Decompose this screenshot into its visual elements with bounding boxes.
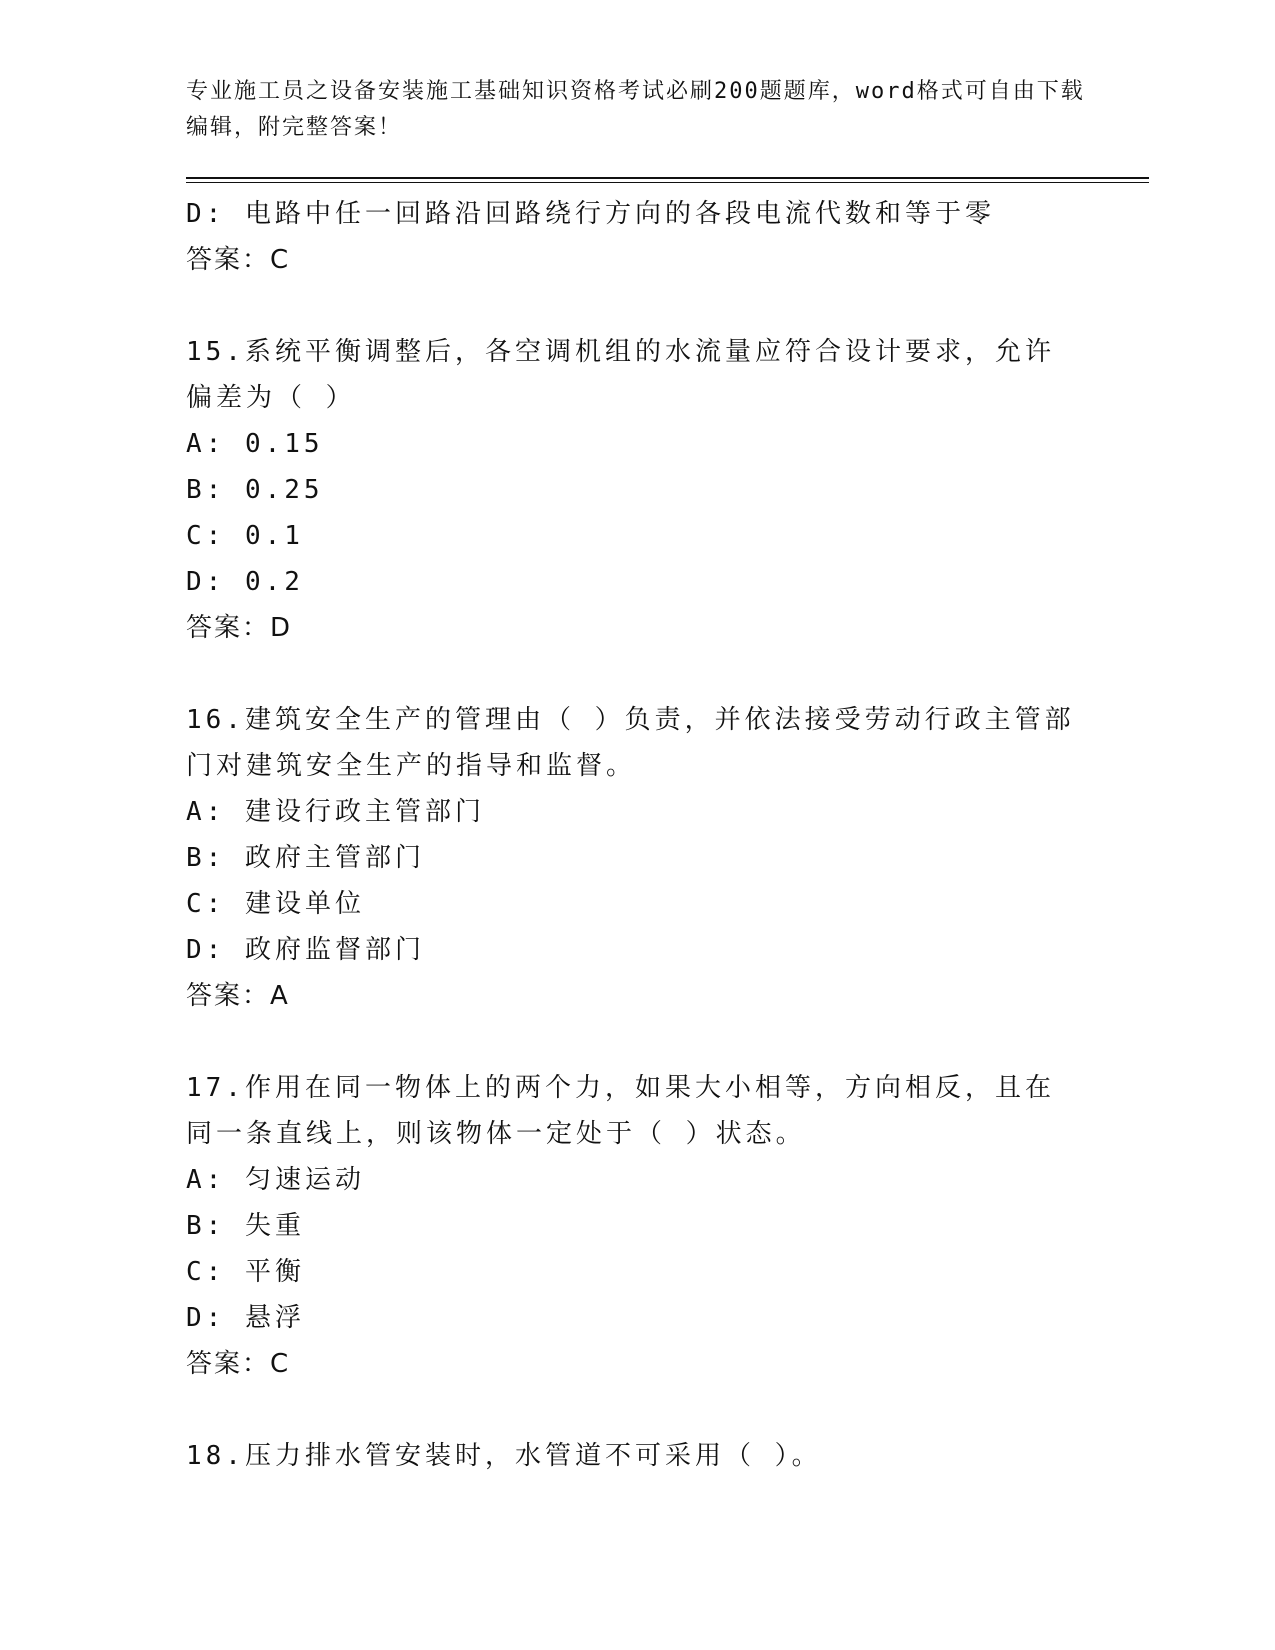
spacer — [186, 283, 1086, 329]
option-a: A: 建设行政主管部门 — [186, 797, 485, 827]
carryover-answer: 答案：C — [186, 245, 291, 275]
answer-line: 答案：A — [186, 981, 290, 1011]
option-d: D: 政府监督部门 — [186, 935, 425, 965]
question-17 — [186, 1065, 1086, 1387]
document-body — [186, 191, 1086, 1479]
option-c: C: 建设单位 — [186, 889, 365, 919]
option-b: B: 政府主管部门 — [186, 843, 425, 873]
option-a: A: 匀速运动 — [186, 1165, 365, 1195]
option-a: A: 0.15 — [186, 429, 324, 459]
header-divider-thick — [186, 177, 1149, 179]
question-text: 15.系统平衡调整后，各空调机组的水流量应符合设计要求，允许偏差为（ ） — [186, 337, 1055, 413]
carryover-option-d: D: 电路中任一回路沿回路绕行方向的各段电流代数和等于零 — [186, 199, 995, 229]
answer-line: 答案：D — [186, 613, 293, 643]
spacer — [186, 1019, 1086, 1065]
option-c: C: 0.1 — [186, 521, 304, 551]
spacer — [186, 651, 1086, 697]
question-16 — [186, 697, 1086, 1019]
document-header: 专业施工员之设备安装施工基础知识资格考试必刷200题题库，word格式可自由下载编辑，附完整答案！ — [186, 79, 1085, 140]
header-divider-thin — [186, 182, 1149, 183]
option-b: B: 0.25 — [186, 475, 324, 505]
option-b: B: 失重 — [186, 1211, 305, 1241]
option-d: D: 0.2 — [186, 567, 304, 597]
answer-line: 答案：C — [186, 1349, 291, 1379]
question-text: 18.压力排水管安装时，水管道不可采用（ ）。 — [186, 1441, 822, 1471]
spacer — [186, 1387, 1086, 1433]
option-c: C: 平衡 — [186, 1257, 305, 1287]
question-text: 17.作用在同一物体上的两个力，如果大小相等，方向相反，且在同一条直线上，则该物体一定处于（ ）状态。 — [186, 1073, 1055, 1149]
option-d: D: 悬浮 — [186, 1303, 305, 1333]
question-text: 16.建筑安全生产的管理由（ ）负责，并依法接受劳动行政主管部门对建筑安全生产的指导和监督。 — [186, 705, 1075, 781]
question-15 — [186, 329, 1086, 651]
question-18 — [186, 1433, 1086, 1479]
